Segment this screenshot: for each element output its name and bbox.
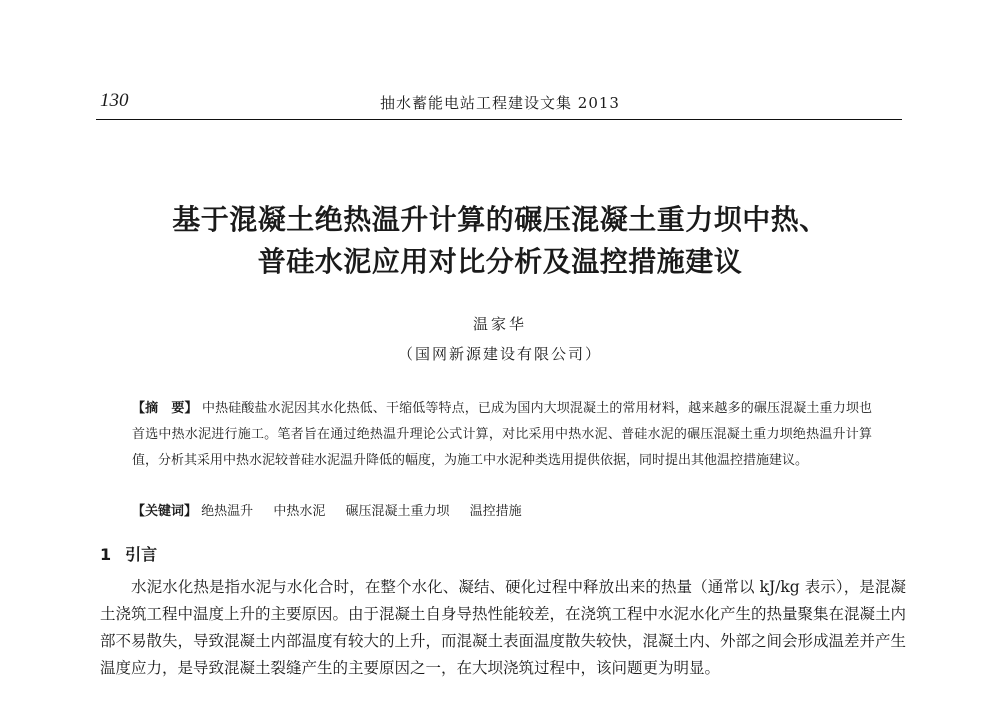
- section-number: 1: [100, 545, 112, 564]
- abstract-text: 中热硅酸盐水泥因其水化热低、干缩低等特点，已成为国内大坝混凝土的常用材料，越来越多的碾压混凝土重力坝也首选中热水泥进行施工。笔者旨在通过绝热温升理论公式计算，对比采用中热水泥、普硅水泥的碾压混凝土重力坝绝热温升计算值，分析其采用中热水泥较普硅水泥温升降低的幅度，为施工中水泥种类选用提供依据，同时提出其他温控措施建议。: [132, 401, 872, 468]
- abstract: [132, 396, 872, 474]
- keyword: 中热水泥: [273, 504, 326, 519]
- keyword: 温控措施: [469, 504, 522, 519]
- section-heading: [100, 542, 157, 565]
- keywords: [132, 500, 872, 519]
- abstract-label: 【摘 要】: [132, 401, 198, 416]
- article-title-line-2: 普硅水泥应用对比分析及温控措施建议: [257, 245, 743, 278]
- running-title: 抽水蓄能电站工程建设文集 2013: [380, 94, 620, 112]
- keyword: 绝热温升: [201, 504, 254, 519]
- article-title-line-1: 基于混凝土绝热温升计算的碾压混凝土重力坝中热、: [172, 203, 828, 236]
- keywords-label: 【关键词】: [132, 504, 198, 519]
- author-name: 温家华: [472, 315, 527, 333]
- header-rule: [96, 119, 902, 120]
- keyword: 碾压混凝土重力坝: [345, 504, 450, 519]
- section-title: 引言: [125, 545, 158, 564]
- page-number: 130: [100, 90, 129, 111]
- section-paragraph: 水泥水化热是指水泥与水化合时，在整个水化、凝结、硬化过程中释放出来的热量（通常以 kJ/kg 表示），是混凝土浇筑工程中温度上升的主要原因。由于混凝土自身导热性能较差，在浇筑工程中水泥水化产生的热量聚集在混凝土内部不易散失，导致混凝土内部温度有较大的上升，而混凝土表面温度散失较快，混凝土内、外部之间会形成温差并产生温度应力，是导致混凝土裂缝产生的主要原因之一，在大坝浇筑过程中，该问题更为明显。: [100, 578, 907, 677]
- author-affiliation: （国网新源建设有限公司）: [397, 345, 602, 363]
